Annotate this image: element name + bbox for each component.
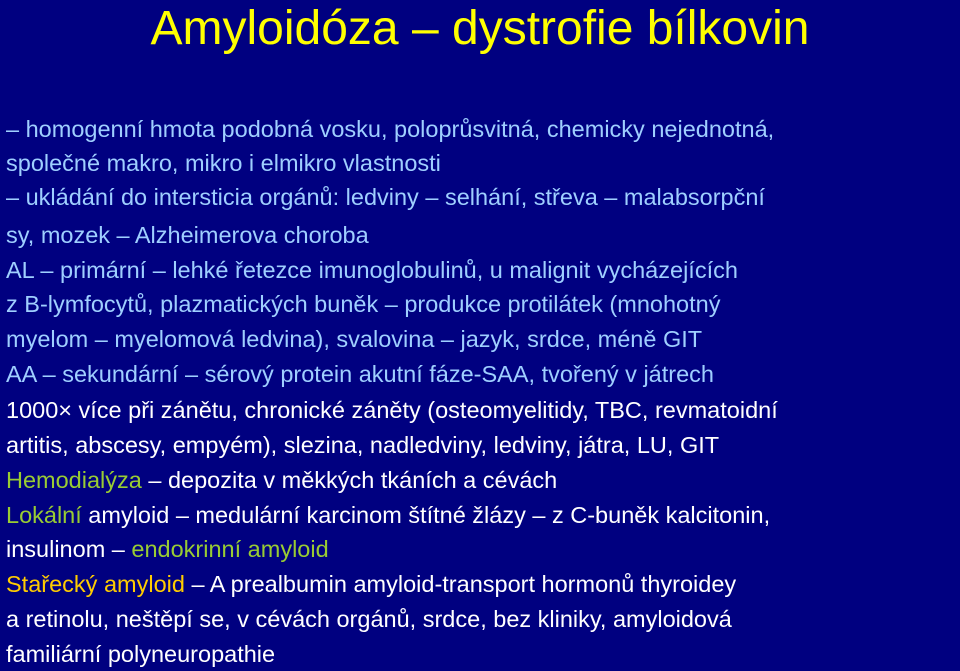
line-5-text: – primární – lehké řetezce imunoglobulinů, u malignit vycházejících (33, 257, 738, 283)
line-3-text: – ukládání do intersticia orgánů: ledviny – selhání, střeva – malabsorpční (6, 184, 765, 210)
lokalni-label: Lokální (6, 502, 82, 528)
text-line-10 (6, 428, 719, 462)
line-14-text: – A prealbumin amyloid-transport hormonů thyroidey (184, 571, 737, 597)
starecky-amyloid-label: Stařecký amyloid (6, 571, 185, 597)
endokrinni-amyloid-label: endokrinní amyloid (131, 536, 329, 562)
line-7-text: myelom – myelomová ledvina), svalovina – jazyk, srdce, méně GIT (6, 326, 703, 352)
line-9-text: 1000× více při zánětu, chronické záněty (osteomyelitidy, TBC, revmatoidní (6, 397, 778, 423)
line-10-text: artitis, abscesy, empyém), slezina, nadledviny, ledviny, játra, LU, GIT (6, 432, 720, 458)
line-13-text: insulinom – (6, 536, 132, 562)
line-4-text: sy, mozek – Alzheimerova choroba (6, 222, 369, 248)
line-15-text: a retinolu, neštěpí se, v cévách orgánů, srdce, bez kliniky, amyloidová (6, 606, 732, 632)
line-16-text: familiární polyneuropathie (6, 641, 276, 667)
al-label: AL (6, 257, 34, 283)
line-2-text: společné makro, mikro i elmikro vlastnosti (6, 150, 441, 176)
text-line-13 (6, 532, 329, 566)
text-line-3 (6, 180, 765, 214)
line-6-text: z B-lymfocytů, plazmatických buněk – produkce protilátek (mnohotný (6, 291, 721, 317)
text-line-8 (6, 357, 714, 391)
line-12-text: amyloid – medulární karcinom štítné žlázy – z C-buněk kalcitonin, (81, 502, 771, 528)
hemodialyza-label: Hemodialýza (6, 467, 142, 493)
text-line-15 (6, 602, 732, 636)
text-line-2 (6, 146, 441, 180)
text-line-1 (6, 112, 774, 146)
line-8-text: – sekundární – sérový protein akutní fáze-SAA, tvořený v játrech (36, 361, 714, 387)
line-11-text: – depozita v měkkých tkáních a cévách (141, 467, 558, 493)
text-line-16 (6, 637, 275, 671)
text-line-11 (6, 463, 557, 497)
text-line-12 (6, 498, 770, 532)
aa-label: AA (6, 361, 37, 387)
slide-title: Amyloidóza – dystrofie bílkovin (150, 2, 810, 55)
text-line-4 (6, 218, 369, 252)
text-line-5 (6, 253, 738, 287)
text-line-7 (6, 322, 702, 356)
text-line-6 (6, 287, 720, 321)
line-1-text: – homogenní hmota podobná vosku, poloprůsvitná, chemicky nejednotná, (6, 116, 775, 142)
text-line-9 (6, 393, 778, 427)
text-line-14 (6, 567, 736, 601)
